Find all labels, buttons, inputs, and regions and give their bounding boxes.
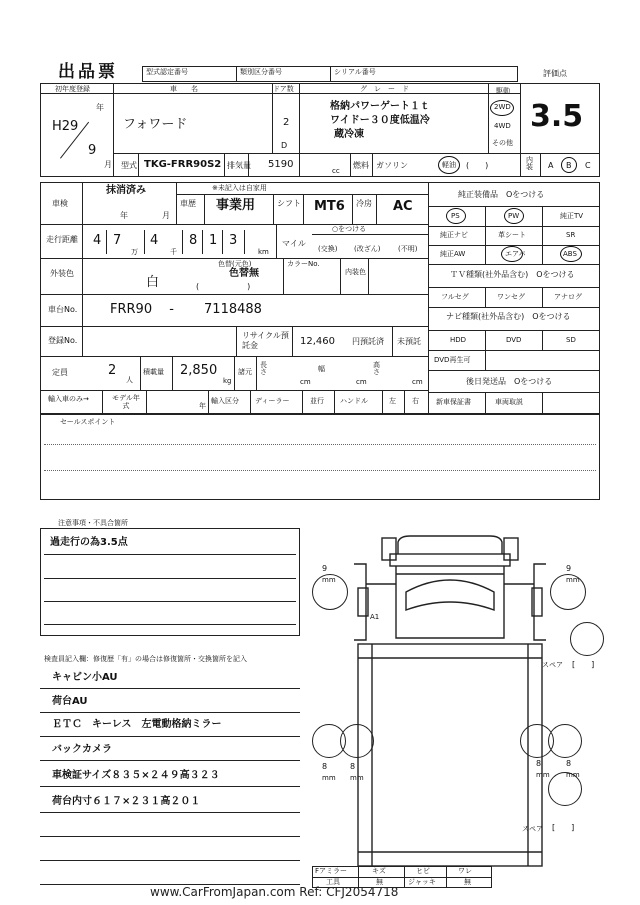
model-cert-label: 型式認定番号 bbox=[146, 68, 188, 76]
nav-dvd: DVD bbox=[506, 336, 522, 344]
equip-aw: 純正AW bbox=[440, 250, 466, 258]
tread-rear-right-outer: 8 bbox=[566, 759, 572, 768]
mileage-digit-4: 8 bbox=[189, 233, 198, 248]
drive-4wd: 4WD bbox=[494, 122, 511, 130]
tread-rear-left-outer-mm: mm bbox=[322, 774, 336, 782]
steering-label: ハンドル bbox=[340, 397, 368, 405]
height-label: 高さ bbox=[373, 361, 380, 376]
inspector-item-2: 荷台AU bbox=[52, 696, 88, 707]
tv-header: ＴＶ種類(社外品含む) Oをつける bbox=[450, 270, 575, 279]
spare-rear-label: スペア bbox=[522, 825, 543, 833]
inspector-item-5: 車検証サイズ８３５×２４９高３２３ bbox=[52, 770, 220, 781]
equip-sr: SR bbox=[566, 231, 576, 239]
grade-line-2: ワイドー３０度低温冷 bbox=[330, 115, 430, 126]
tread-front-left: 9 bbox=[322, 564, 328, 573]
model-code: TKG-FRR90S2 bbox=[144, 159, 222, 170]
person-unit: 人 bbox=[126, 376, 133, 384]
dimensions-label: 諸元 bbox=[238, 368, 252, 376]
interior-color-label: 内装色 bbox=[345, 268, 366, 276]
nav-hdd: HDD bbox=[450, 336, 467, 344]
width-label: 幅 bbox=[318, 365, 325, 373]
spare-front-label: スペア bbox=[542, 661, 563, 669]
footer-watermark: www.CarFromJapan.com Ref: CFJ2054718 bbox=[150, 885, 399, 899]
ac-label: 冷房 bbox=[356, 199, 372, 208]
inspection-month-unit: 月 bbox=[162, 211, 170, 220]
inspection-label: 車検 bbox=[52, 199, 68, 208]
chassis-number: FRR90 - 7118488 bbox=[110, 302, 262, 317]
mileage-unknown: (不明) bbox=[398, 245, 418, 253]
drive-label: 駆動 bbox=[496, 87, 510, 95]
inspector-item-6: 荷台内寸６１７×２３１高２０１ bbox=[52, 796, 201, 807]
model-year-label: モデル年式 bbox=[112, 394, 140, 411]
inspection-year-unit: 年 bbox=[120, 211, 128, 220]
legend-tools-value: 無 bbox=[376, 878, 383, 886]
displacement-value: 5190 bbox=[268, 159, 294, 170]
exterior-color-value: 白 bbox=[146, 275, 160, 290]
tread-rear-right-inner: 8 bbox=[536, 759, 542, 768]
later-warranty: 新車保証書 bbox=[436, 398, 471, 406]
first-reg-month: 9 bbox=[88, 143, 97, 158]
tread-front-left-mm: mm bbox=[322, 576, 336, 584]
equip-leather: 革シート bbox=[498, 231, 526, 239]
shift-label: シフト bbox=[277, 199, 301, 208]
length-label: 長さ bbox=[260, 361, 267, 376]
length-cm: cm bbox=[300, 378, 311, 386]
dvd-playback: DVD再生可 bbox=[434, 356, 471, 364]
repaint-label: 色替(元色) bbox=[218, 260, 252, 268]
equip-pw: PW bbox=[508, 212, 520, 220]
equip-nav: 純正ナビ bbox=[440, 231, 468, 239]
ac-value: AC bbox=[393, 199, 413, 214]
interior-b: B bbox=[566, 161, 572, 170]
wheel-rear-right-outer bbox=[548, 724, 582, 758]
year-unit: 年 bbox=[96, 103, 104, 112]
color-code-label: カラーNo. bbox=[287, 260, 320, 268]
nav-sd: SD bbox=[566, 336, 576, 344]
mileage-digit-1: 4 bbox=[93, 233, 102, 248]
evaluation-score: 3.5 bbox=[530, 99, 584, 134]
displacement-label: 排気量 bbox=[227, 161, 251, 170]
category-label: 類別区分番号 bbox=[240, 68, 282, 76]
mileage-digit-2: 7 bbox=[113, 233, 122, 248]
sheet-title: 出品票 bbox=[58, 62, 118, 82]
grade-line-1: 格納パワーゲート１ｔ bbox=[330, 101, 430, 112]
cc-unit: cc bbox=[332, 167, 340, 175]
inspector-note: 検査員記入欄：修復歴「有」の場合は修復箇所・交換箇所を記入 bbox=[44, 655, 247, 663]
inspector-item-4: バックカメラ bbox=[52, 744, 112, 755]
steering-right: 右 bbox=[412, 397, 419, 405]
import-parallel: 並行 bbox=[310, 397, 324, 405]
mileage-digit-6: 3 bbox=[229, 233, 238, 248]
notes-title: 注意事項・不具合箇所 bbox=[58, 519, 128, 527]
fuel-gasoline: ガソリン bbox=[376, 161, 408, 170]
mileage-exchange: (交換) bbox=[318, 245, 338, 253]
door-count: 2 bbox=[283, 117, 290, 128]
mileage-digit-5: 1 bbox=[209, 233, 218, 248]
inspector-item-1: キャビン小AU bbox=[52, 672, 118, 683]
equip-abs: ABS bbox=[563, 250, 577, 258]
legend-tools: 工具 bbox=[326, 878, 340, 886]
legend-jack-value: 無 bbox=[464, 878, 471, 886]
shift-value: MT6 bbox=[314, 199, 345, 214]
tv-oneseg: ワンセグ bbox=[497, 293, 525, 301]
car-name-label: 車 名 bbox=[170, 85, 198, 93]
notes-line-1: 過走行の為3.5点 bbox=[50, 537, 128, 548]
import-dealer: ディーラー bbox=[255, 397, 290, 405]
car-name: フォワード bbox=[123, 117, 188, 132]
mileage-km-unit: km bbox=[258, 248, 269, 256]
history-label: 車歴 bbox=[180, 199, 196, 208]
tv-fullseg: フルセグ bbox=[441, 293, 469, 301]
grade-line-3: 蔵冷凍 bbox=[334, 129, 364, 140]
registration-label: 登録No. bbox=[48, 336, 78, 345]
fuel-diesel: 軽油 bbox=[442, 161, 456, 169]
mileage-sen-unit: 千 bbox=[170, 248, 177, 256]
chassis-label: 車台No. bbox=[48, 305, 78, 314]
first-reg-year: H29 bbox=[52, 119, 79, 134]
sales-point-box bbox=[40, 414, 600, 500]
drive-2wd: 2WD bbox=[494, 103, 511, 111]
repaint-original: ( ) bbox=[196, 282, 251, 291]
equip-ps: PS bbox=[451, 212, 460, 220]
tread-rear-right-outer-mm: mm bbox=[566, 771, 580, 779]
history-value: 事業用 bbox=[216, 198, 256, 213]
tread-rear-left-inner: 8 bbox=[350, 762, 356, 771]
first-reg-label: 初年度登録 bbox=[55, 85, 90, 93]
exterior-color-label: 外装色 bbox=[50, 269, 74, 278]
capacity-value: 2 bbox=[108, 363, 117, 378]
recycle-paid: 円預託済 bbox=[352, 337, 384, 346]
interior-label: 内装 bbox=[526, 156, 533, 171]
width-cm: cm bbox=[356, 378, 367, 386]
month-unit: 月 bbox=[104, 160, 112, 169]
sales-point-label: セールスポイント bbox=[60, 418, 116, 426]
grade-label: グ レ ー ド bbox=[360, 85, 409, 93]
tv-analog: アナログ bbox=[554, 293, 582, 301]
rating-label: 評価点 bbox=[543, 69, 567, 78]
mileage-digit-3: 4 bbox=[150, 233, 159, 248]
legend-scratch: キズ bbox=[372, 867, 386, 875]
later-manual: 車両取説 bbox=[495, 398, 523, 406]
nav-header: ナビ種類(社外品含む) Oをつける bbox=[446, 312, 571, 321]
model-label: 型式 bbox=[121, 161, 137, 170]
mileage-label: 走行距離 bbox=[46, 235, 78, 244]
legend-crack: ヒビ bbox=[416, 867, 430, 875]
tread-rear-left-outer: 8 bbox=[322, 762, 328, 771]
recycle-amount: 12,460 bbox=[300, 336, 335, 347]
fuel-label: 燃料 bbox=[353, 161, 369, 170]
recycle-label: リサイクル預託金 bbox=[242, 331, 289, 350]
import-type-label: 輸入区分 bbox=[211, 397, 239, 405]
equipment-header: 純正装備品 Oをつける bbox=[458, 190, 545, 199]
kg-unit: kg bbox=[223, 377, 232, 385]
later-header: 後日発送品 Oをつける bbox=[466, 377, 553, 386]
drive-other: その他 bbox=[492, 139, 513, 147]
tread-front-right-mm: mm bbox=[566, 576, 580, 584]
tread-rear-left-inner-mm: mm bbox=[350, 774, 364, 782]
equip-tv: 純正TV bbox=[560, 212, 584, 220]
mileage-tampered: (改ざん) bbox=[354, 245, 381, 253]
serial-label: シリアル番号 bbox=[334, 68, 376, 76]
inspection-status: 抹消済み bbox=[106, 185, 146, 196]
steering-left: 左 bbox=[389, 397, 396, 405]
mileage-man-unit: 万 bbox=[131, 248, 138, 256]
legend-jack: ジャッキ bbox=[408, 878, 436, 886]
wheel-spare-front bbox=[570, 622, 604, 656]
tread-front-right: 9 bbox=[566, 564, 572, 573]
mile-label: マイル bbox=[282, 239, 306, 248]
history-note: ※未記入は自家用 bbox=[212, 184, 267, 192]
repaint-value: 色替無 bbox=[229, 268, 259, 279]
spare-rear-bracket: [ ] bbox=[552, 823, 575, 832]
wheel-rear-left-inner bbox=[340, 724, 374, 758]
legend-mirror: Fアミラー bbox=[315, 867, 348, 875]
equip-airbag: エアバ bbox=[505, 250, 526, 258]
door-type: D bbox=[281, 141, 288, 150]
tread-rear-right-inner-mm: mm bbox=[536, 771, 550, 779]
capacity-label: 定員 bbox=[52, 368, 68, 377]
interior-a: A bbox=[548, 161, 554, 170]
recycle-unpaid: 未預託 bbox=[397, 337, 421, 346]
spare-front-bracket: [ ] bbox=[572, 660, 595, 669]
model-year-unit: 年 bbox=[199, 402, 206, 410]
diagram-a1: A1 bbox=[370, 613, 380, 621]
load-value: 2,850 bbox=[180, 363, 218, 378]
doors-label: ドア数 bbox=[273, 85, 294, 93]
import-only-label: 輸入車のみ→ bbox=[48, 395, 89, 403]
inspector-item-3: ＥＴＣ キーレス 左電動格納ミラー bbox=[52, 719, 222, 730]
legend-break: ワレ bbox=[458, 867, 472, 875]
height-cm: cm bbox=[412, 378, 423, 386]
mileage-circle-note: ○をつける bbox=[332, 225, 367, 233]
interior-c: C bbox=[585, 161, 591, 170]
fuel-other: ( ) bbox=[466, 161, 489, 170]
load-label: 積載量 bbox=[143, 368, 164, 376]
